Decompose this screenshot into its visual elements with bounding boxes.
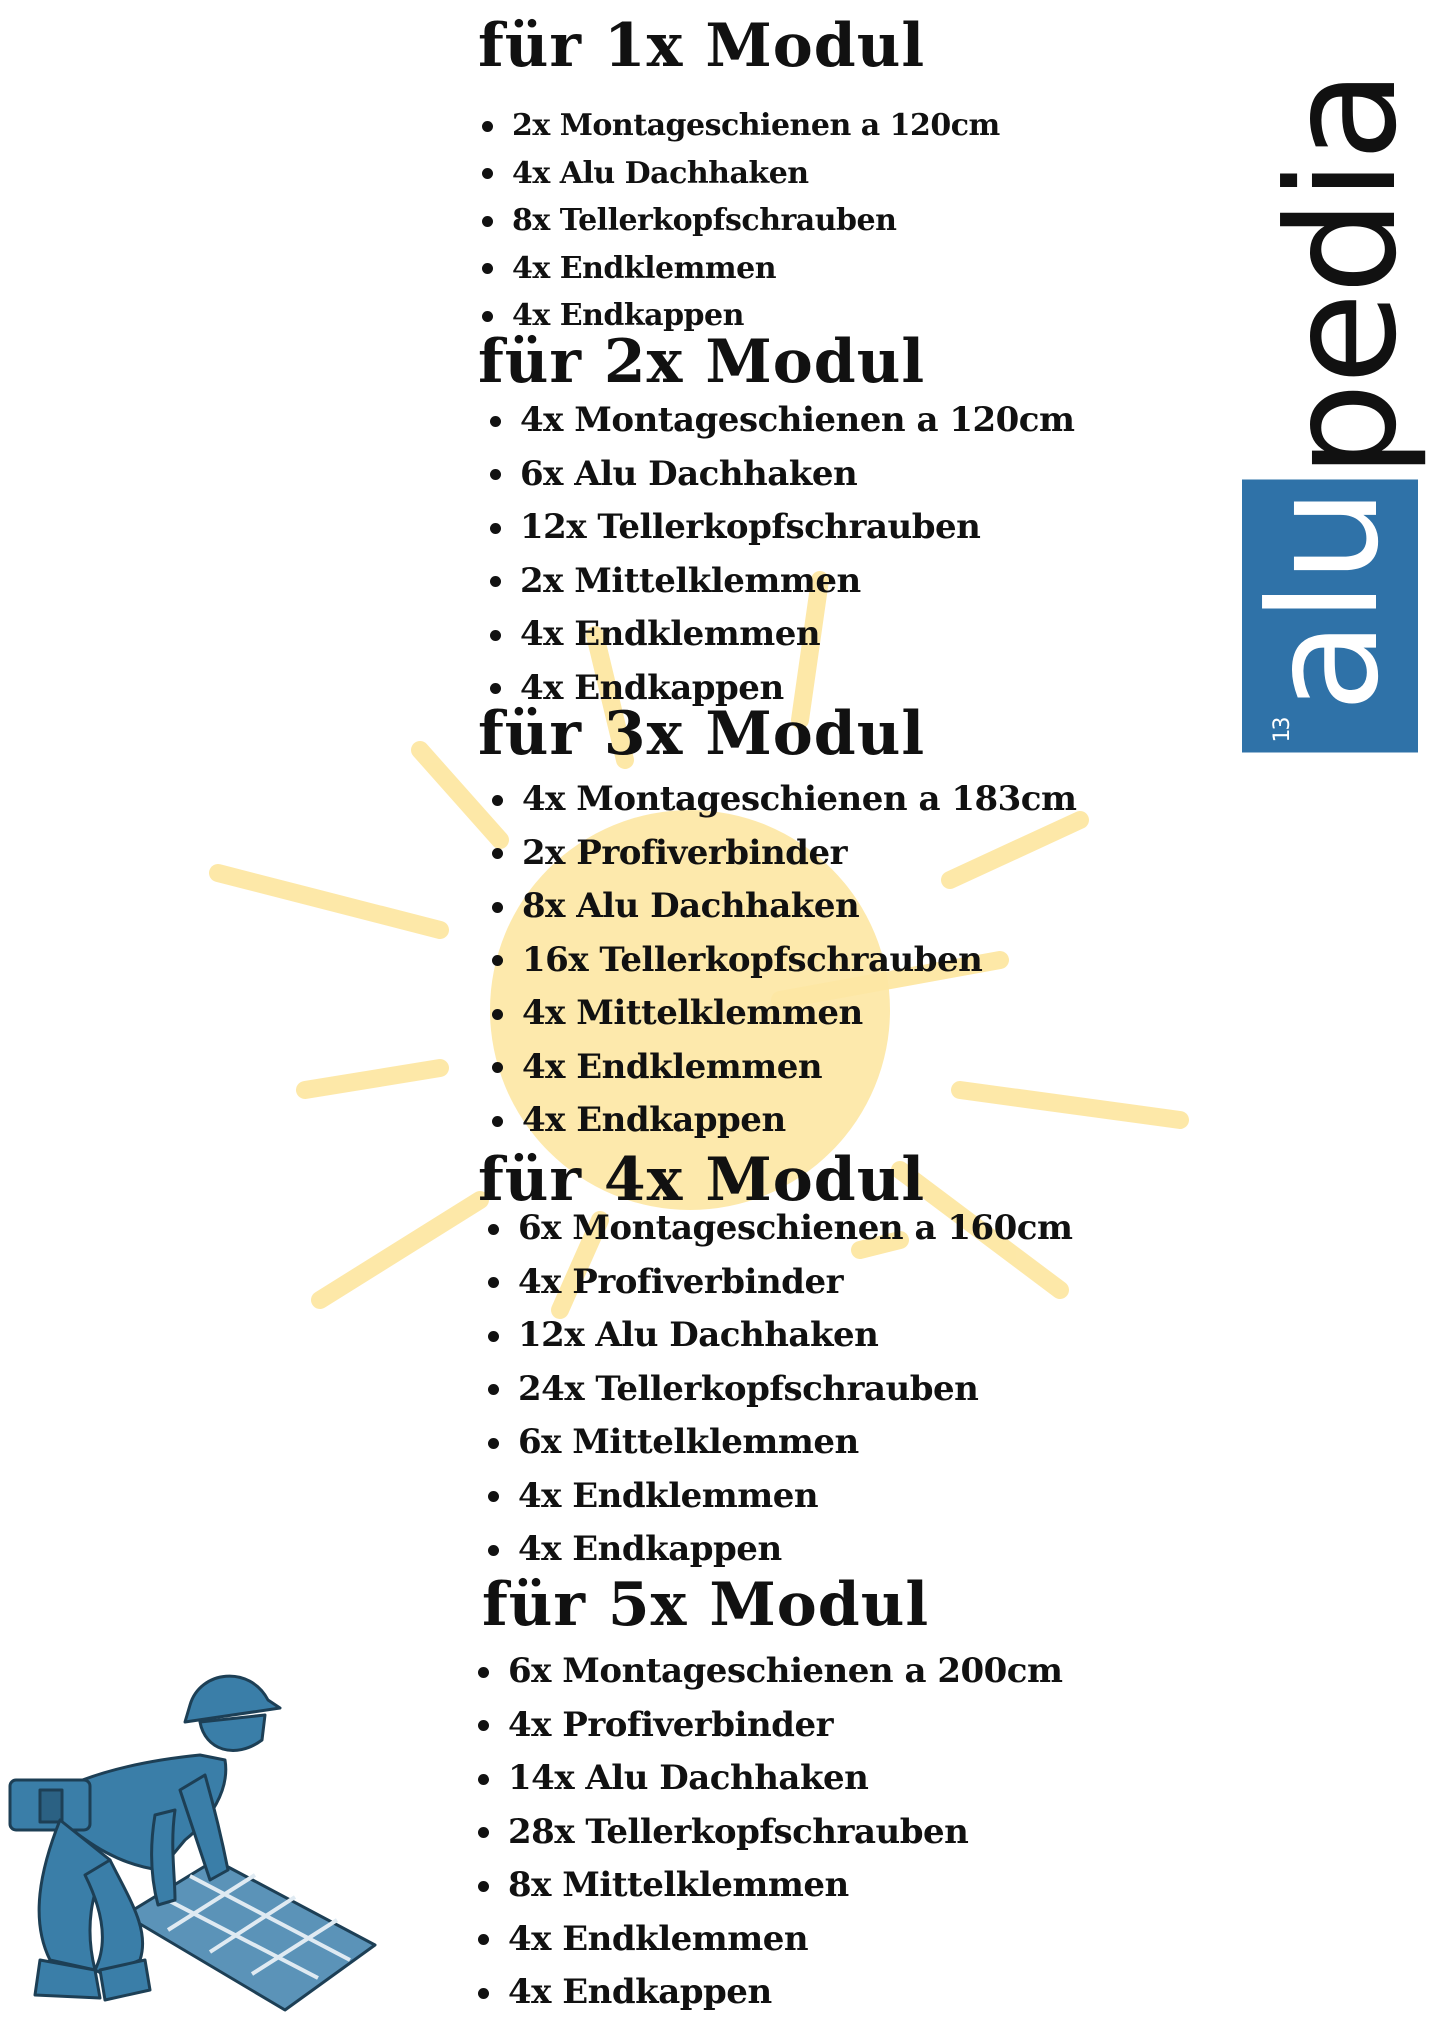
solar-installer-icon bbox=[0, 1660, 390, 2044]
item-list bbox=[478, 102, 1000, 340]
section-heading: für 2x Modul bbox=[478, 327, 926, 397]
item-list bbox=[484, 1202, 1072, 1577]
list-item: 4x Profiverbinder bbox=[484, 1256, 1072, 1310]
logo-pedia-text: pedia bbox=[1256, 71, 1430, 478]
list-item: 4x Mittelklemmen bbox=[488, 987, 1076, 1041]
list-item: 4x Endkappen bbox=[474, 1966, 1062, 2020]
list-item: 4x Endklemmen bbox=[488, 1041, 1076, 1095]
list-item: 4x Montageschienen a 183cm bbox=[488, 773, 1076, 827]
list-item: 6x Mittelklemmen bbox=[484, 1416, 1072, 1470]
list-item: 4x Endklemmen bbox=[486, 608, 1074, 662]
section-2x-modul bbox=[478, 327, 1075, 715]
list-item: 12x Tellerkopfschrauben bbox=[486, 501, 1074, 555]
section-5x-modul bbox=[482, 1570, 1063, 2020]
list-item: 4x Montageschienen a 120cm bbox=[486, 394, 1074, 448]
list-item: 4x Endkappen bbox=[478, 292, 1000, 340]
section-heading: für 4x Modul bbox=[478, 1145, 926, 1215]
alupedia-logo bbox=[1238, 40, 1430, 785]
list-item: 6x Montageschienen a 200cm bbox=[474, 1645, 1062, 1699]
list-item: 8x Mittelklemmen bbox=[474, 1859, 1062, 1913]
section-heading: für 1x Modul bbox=[478, 11, 926, 81]
list-item: 8x Tellerkopfschrauben bbox=[478, 197, 1000, 245]
list-item: 2x Montageschienen a 120cm bbox=[478, 102, 1000, 150]
list-item: 6x Montageschienen a 160cm bbox=[484, 1202, 1072, 1256]
list-item: 4x Endklemmen bbox=[484, 1470, 1072, 1524]
list-item: 4x Endkappen bbox=[486, 662, 1074, 716]
list-item: 14x Alu Dachhaken bbox=[474, 1752, 1062, 1806]
section-3x-modul bbox=[478, 699, 1077, 1148]
item-list bbox=[474, 1645, 1062, 2020]
list-item: 4x Endkappen bbox=[484, 1523, 1072, 1577]
logo-superscript: 13 bbox=[1270, 718, 1295, 743]
list-item: 2x Profiverbinder bbox=[488, 827, 1076, 881]
section-1x-modul bbox=[478, 11, 1000, 340]
list-item: 24x Tellerkopfschrauben bbox=[484, 1363, 1072, 1417]
logo-alu-block bbox=[1238, 480, 1418, 753]
list-item: 6x Alu Dachhaken bbox=[486, 448, 1074, 502]
list-item: 4x Endkappen bbox=[488, 1094, 1076, 1148]
section-heading: für 3x Modul bbox=[478, 699, 926, 769]
section-4x-modul bbox=[478, 1145, 1073, 1577]
logo-alu-text: alu bbox=[1238, 489, 1412, 713]
list-item: 4x Endklemmen bbox=[474, 1913, 1062, 1967]
list-item: 4x Alu Dachhaken bbox=[478, 150, 1000, 198]
list-item: 28x Tellerkopfschrauben bbox=[474, 1806, 1062, 1860]
item-list bbox=[488, 773, 1076, 1148]
list-item: 8x Alu Dachhaken bbox=[488, 880, 1076, 934]
list-item: 4x Profiverbinder bbox=[474, 1699, 1062, 1753]
section-heading: für 5x Modul bbox=[482, 1570, 930, 1640]
list-item: 12x Alu Dachhaken bbox=[484, 1309, 1072, 1363]
list-item: 4x Endklemmen bbox=[478, 245, 1000, 293]
list-item: 2x Mittelklemmen bbox=[486, 555, 1074, 609]
item-list bbox=[486, 394, 1074, 715]
list-item: 16x Tellerkopfschrauben bbox=[488, 934, 1076, 988]
